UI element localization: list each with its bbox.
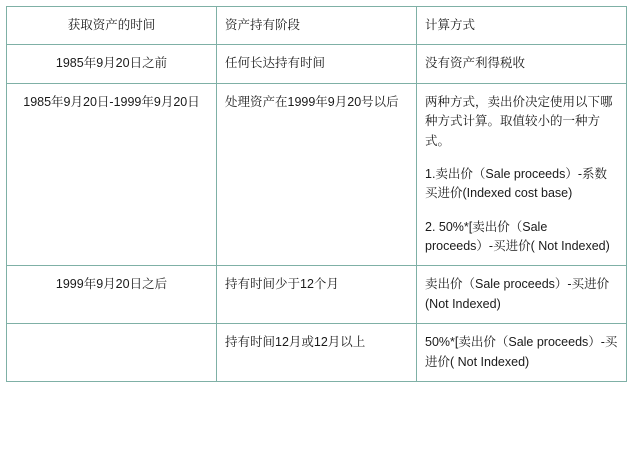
table-header-row — [7, 7, 627, 45]
method-paragraph: 两种方式，卖出价决定使用以下哪种方式计算。取值较小的一种方式。 — [425, 94, 613, 148]
cell-acquisition-time: 1999年9月20日之后 — [7, 266, 217, 324]
capital-gains-tax-table — [6, 6, 627, 382]
cell-calculation-method — [417, 45, 627, 83]
cell-calculation-method — [417, 266, 627, 324]
table-row — [7, 45, 627, 83]
cell-holding-stage: 处理资产在1999年9月20号以后 — [217, 83, 417, 266]
cell-calculation-method — [417, 83, 627, 266]
table-row — [7, 83, 627, 266]
cell-acquisition-time: 1985年9月20日之前 — [7, 45, 217, 83]
cell-holding-stage: 持有时间12月或12月以上 — [217, 324, 417, 382]
column-header-holding-stage: 资产持有阶段 — [217, 7, 417, 45]
column-header-calculation-method: 计算方式 — [417, 7, 627, 45]
method-paragraph: 2. 50%*[卖出价（Sale proceeds）-买进价( Not Indexed) — [425, 219, 610, 253]
table-row — [7, 266, 627, 324]
cell-acquisition-time: 1985年9月20日-1999年9月20日 — [7, 83, 217, 266]
method-paragraph: 没有资产利得税收 — [425, 56, 526, 71]
method-paragraph: 卖出价（Sale proceeds）-买进价(Not Indexed) — [425, 277, 610, 311]
cell-calculation-method — [417, 324, 627, 382]
cell-acquisition-time — [7, 324, 217, 382]
cell-holding-stage: 持有时间少于12个月 — [217, 266, 417, 324]
column-header-acquisition-time: 获取资产的时间 — [7, 7, 217, 45]
method-paragraph: 50%*[卖出价（Sale proceeds）-买进价( Not Indexed) — [425, 335, 618, 369]
cell-holding-stage: 任何长达持有时间 — [217, 45, 417, 83]
table-row — [7, 324, 627, 382]
method-paragraph: 1.卖出价（Sale proceeds）-系数买进价(Indexed cost base) — [425, 166, 608, 201]
